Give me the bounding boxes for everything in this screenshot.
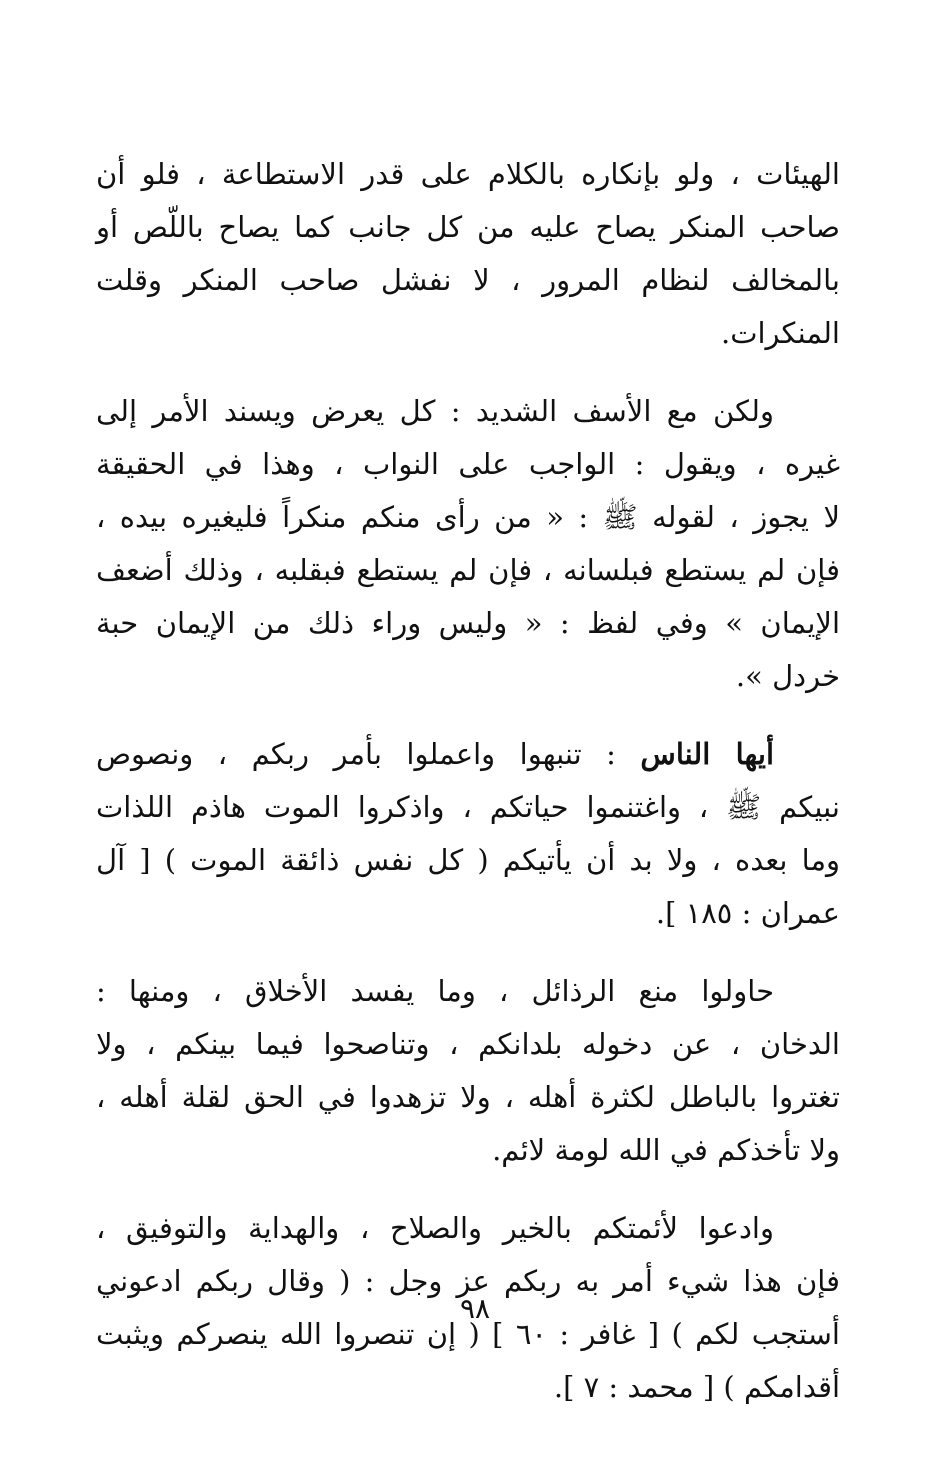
paragraph-line: تغتروا بالباطل لكثرة أهله ، ولا تزهدوا في الحق لقلة أهله ، xyxy=(96,1080,840,1114)
paragraph-line: حاولوا منع الرذائل ، وما يفسد الأخلاق ، ومنها : xyxy=(96,974,774,1008)
paragraph-line: بالمخالف لنظام المرور ، لا نفشل صاحب المنكر وقلت xyxy=(96,263,840,297)
paragraph-line: ولا تأخذكم في الله لومة لائم. xyxy=(492,1133,840,1167)
paragraph-line: وادعوا لأئمتكم بالخير والصلاح ، والهداية والتوفيق ، xyxy=(96,1211,774,1245)
paragraph-line: المنكرات. xyxy=(720,316,840,350)
paragraph-line: أقدامكم ) [ محمد : ٧ ]. xyxy=(553,1370,840,1404)
paragraph-1 xyxy=(96,148,840,360)
paragraph-line: عمران : ١٨٥ ]. xyxy=(655,896,840,930)
lead-line-rest: : تنبهوا واعملوا بأمر ربكم ، ونصوص xyxy=(96,737,641,771)
paragraph-line: لا يجوز ، لقوله ﷺ : « من رأى منكم منكراً فليغيره بيده ، xyxy=(96,500,840,534)
paragraph-line: صاحب المنكر يصاح عليه من كل جانب كما يصاح باللّص أو xyxy=(96,210,840,244)
page-number: ٩٨ xyxy=(459,1292,491,1325)
paragraph-4 xyxy=(96,965,840,1177)
page-body xyxy=(96,148,840,1439)
paragraph-line: وما بعده ، ولا بد أن يأتيكم ( كل نفس ذائقة الموت ) [ آل xyxy=(96,843,840,877)
paragraph-line: فإن لم يستطع فبلسانه ، فإن لم يستطع فبقلبه ، وذلك أضعف xyxy=(96,553,840,587)
bold-lead-phrase: أيها الناس xyxy=(640,737,775,771)
paragraph-line: الإيمان » وفي لفظ : « وليس وراء ذلك من الإيمان حبة xyxy=(96,606,840,640)
paragraph-line: فإن هذا شيء أمر به ربكم عز وجل : ( وقال ربكم ادعوني xyxy=(96,1264,840,1298)
paragraph-line xyxy=(96,728,840,781)
paragraph-line: ولكن مع الأسف الشديد : كل يعرض ويسند الأمر إلى xyxy=(96,394,774,428)
paragraph-line: خردل ». xyxy=(735,659,840,693)
paragraph-3 xyxy=(96,728,840,940)
paragraph-line: غيره ، ويقول : الواجب على النواب ، وهذا في الحقيقة xyxy=(96,447,840,481)
paragraph-line: أستجب لكم ) [ غافر : ٦٠ ] ( إن تنصروا الله ينصركم ويثبت xyxy=(96,1317,840,1351)
paragraph-line: الهيئات ، ولو بإنكاره بالكلام على قدر الاستطاعة ، فلو أن xyxy=(96,157,840,191)
paragraph-2 xyxy=(96,385,840,703)
paragraph-line: نبيكم ﷺ ، واغتنموا حياتكم ، واذكروا الموت هاذم اللذات xyxy=(96,790,840,824)
paragraph-line: الدخان ، عن دخوله بلدانكم ، وتناصحوا فيما بينكم ، ولا xyxy=(96,1027,840,1061)
